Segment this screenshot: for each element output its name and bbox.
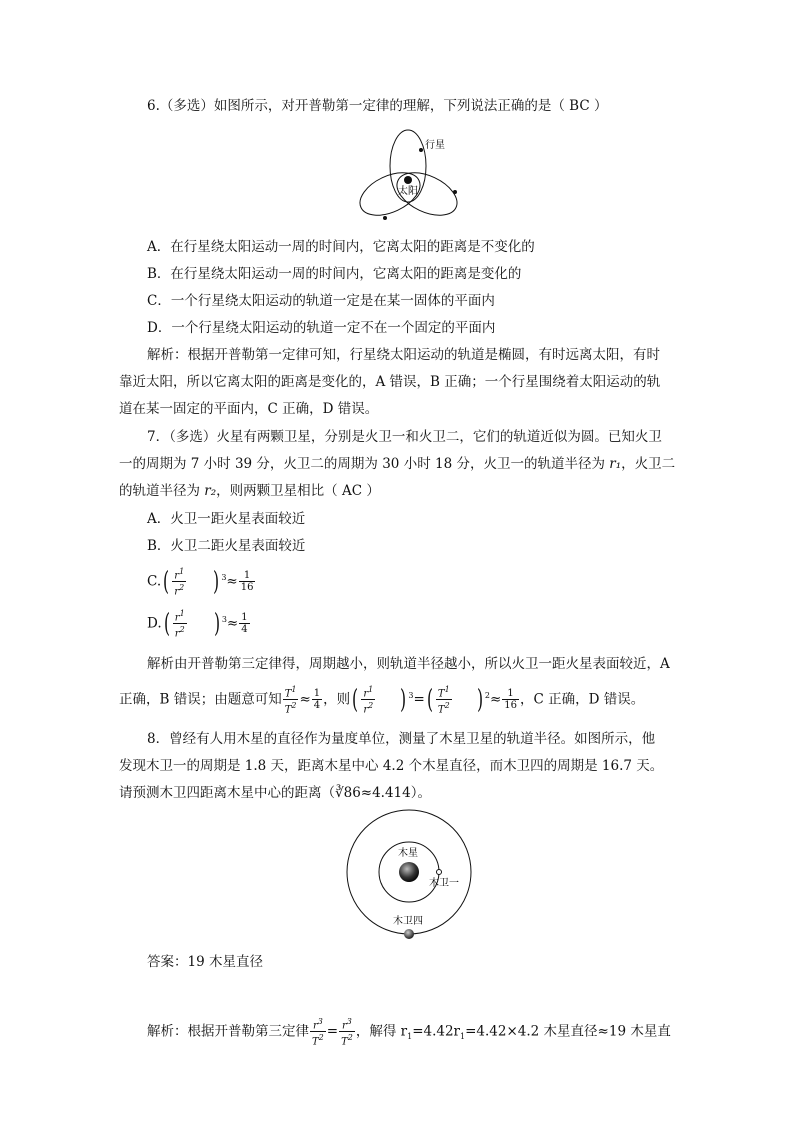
q7-option-a: A．火卫一距火星表面较近 (147, 511, 306, 527)
q7-analysis-line2: 正确，B 错误；由题意可知 $\frac{T^1}{T^2}$ ≈ $\frac{1}{4}$ ，则( $\frac{r^1}{r^2}$ ) $^3$=( $\frac{T^1}{T^2}$ ) $^2$≈ $\frac{1}{16}$ ，C 正确，D 错误。 (119, 684, 645, 716)
sun-icon (404, 176, 412, 184)
io-icon (437, 870, 442, 875)
q8-jupiter-diagram (346, 806, 476, 944)
sun-label: 太阳 (398, 186, 418, 197)
q7-stem-line2: 一的周期为 7 小时 39 分，火卫二的周期为 30 小时 18 分，火卫一的轨道半径为 r₁，火卫二 (119, 456, 676, 472)
q6-option-a: A．在行星绕太阳运动一周的时间内，它离太阳的距离是不变化的 (147, 239, 535, 255)
planet-icon (383, 216, 387, 220)
q7-option-d: D.( $\frac{r^1}{r^2}$ ) $^3$≈ $\frac{1}{4}$ (147, 608, 248, 640)
jupiter-label: 木星 (398, 848, 418, 859)
q6-analysis-line3: 道在某一固定的平面内，C 正确，D 错误。 (119, 401, 379, 417)
q7-stem-line1: 7．（多选）火星有两颗卫星，分别是火卫一和火卫二，它们的轨道近似为圆。已知火卫 (147, 429, 662, 445)
q6-stem: 6.（多选）如图所示，对开普勒第一定律的理解，下列说法正确的是（ BC ） (147, 98, 608, 114)
q7-stem-line3: 的轨道半径为 r₂，则两颗卫星相比（ AC ） (119, 483, 380, 499)
jupiter-icon (399, 862, 419, 882)
q7-option-c: C.( $\frac{r^1}{r^2}$ ) $^3$≈ $\frac{1}{16}$ (147, 566, 254, 598)
q6-analysis-line2: 靠近太阳，所以它离太阳的距离是变化的，A 错误，B 正确；一个行星围绕着太阳运动的轨 (119, 374, 661, 390)
q6-option-b: B．在行星绕太阳运动一周的时间内，它离太阳的距离是变化的 (147, 266, 522, 282)
q6-option-c: C．一个行星绕太阳运动的轨道一定是在某一固体的平面内 (147, 293, 495, 309)
io-label: 木卫一 (429, 878, 459, 889)
q8-stem-line1: 8．曾经有人用木星的直径作为量度单位，测量了木星卫星的轨道半径。如图所示，他 (147, 731, 656, 747)
q6-orbit-diagram (355, 128, 465, 224)
q7-analysis-line1: 解析由开普勒第三定律得，周期越小，则轨道半径越小，所以火卫一距火星表面较近，A (147, 656, 670, 672)
q8-stem-line2: 发现木卫一的周期是 1.8 天，距离木星中心 4.2 个木星直径，而木卫四的周期是 16.7 天。 (119, 758, 664, 774)
planet-icon (419, 148, 423, 152)
q7-option-b: B．火卫二距火星表面较近 (147, 538, 306, 554)
q8-stem-line3: 请预测木卫四距离木星中心的距离（∛86≈4.414）。 (119, 785, 431, 801)
q6-analysis-line1: 解析：根据开普勒第一定律可知，行星绕太阳运动的轨道是椭圆，有时远离太阳，有时 (147, 347, 660, 363)
planet-icon (453, 190, 457, 194)
callisto-label: 木卫四 (393, 916, 423, 927)
q8-analysis: 解析：根据开普勒第三定律 $\frac{r^3}{T^2}$ = $\frac{r^3}{T^2}$ ，解得 $r_1=4.42r_1=4.42\times 4.2$ 木星直径≈19 木星直 (147, 1017, 671, 1048)
callisto-icon (404, 929, 414, 939)
planet-label: 行星 (425, 140, 445, 151)
q6-option-d: D．一个行星绕太阳运动的轨道一定不在一个固定的平面内 (147, 320, 496, 336)
q8-answer: 答案：19 木星直径 (147, 954, 263, 970)
